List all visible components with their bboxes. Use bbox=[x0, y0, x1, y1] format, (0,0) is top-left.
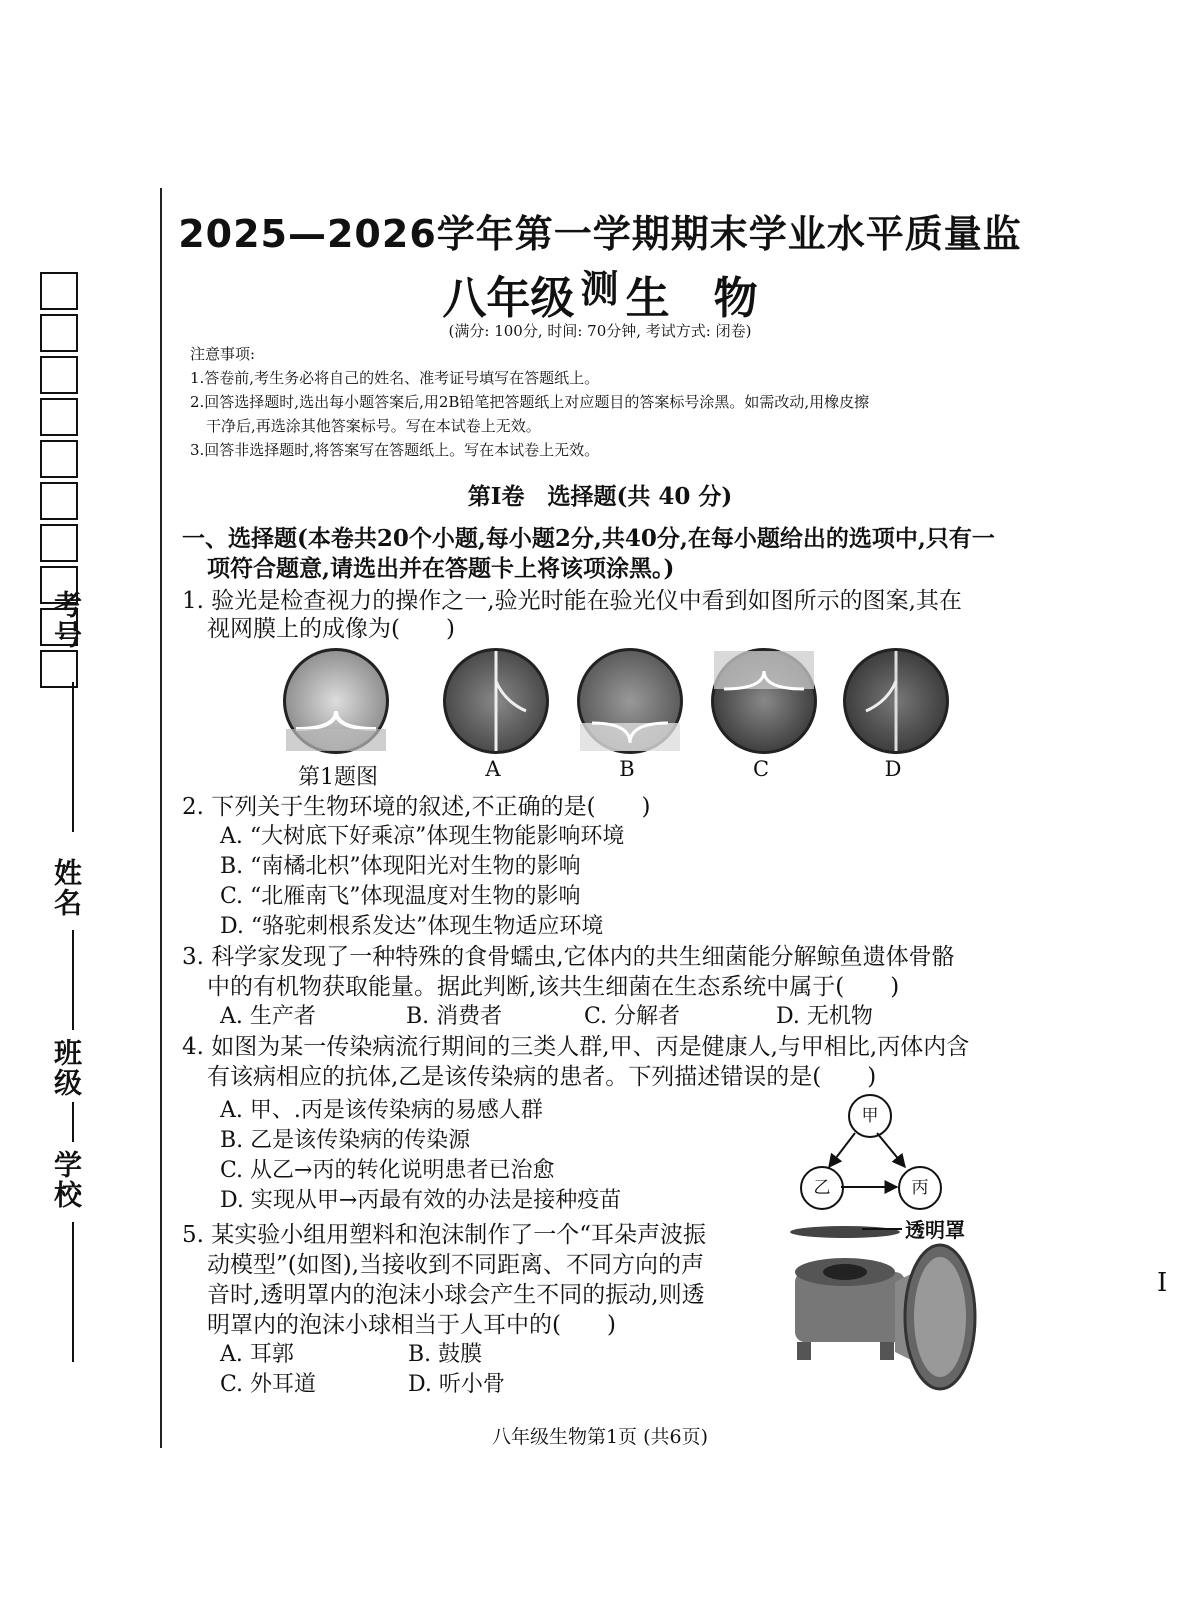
fill-line bbox=[72, 930, 74, 1030]
figure-eye-pattern bbox=[283, 648, 389, 754]
option-a-label[interactable]: A bbox=[485, 757, 501, 781]
grade-label: 八年级 bbox=[442, 273, 575, 324]
question-5-stem: 5. 某实验小组用塑料和泡沫制作了一个“耳朵声波振 bbox=[182, 1222, 707, 1248]
question-1-stem: 视网膜上的成像为( ) bbox=[207, 616, 455, 642]
figure-pointer-line bbox=[862, 1228, 902, 1230]
section-intro: 项符合题意,请选出并在答题卡上将该项涂黑。) bbox=[207, 555, 675, 582]
question-4-option-d[interactable]: D. 实现从甲→丙最有效的办法是接种疫苗 bbox=[220, 1188, 622, 1213]
exam-number-box[interactable] bbox=[40, 314, 78, 352]
figure-caption: 第1题图 bbox=[298, 765, 378, 790]
question-5-stem: 明罩内的泡沫小球相当于人耳中的( ) bbox=[207, 1312, 616, 1338]
question-3-stem: 中的有机物获取能量。据此判断,该共生细菌在生态系统中属于( ) bbox=[207, 974, 900, 1000]
label-class: 班级 bbox=[50, 1038, 83, 1098]
fill-line bbox=[72, 682, 74, 832]
arc-pattern-icon bbox=[286, 651, 386, 751]
option-b-image bbox=[577, 648, 683, 754]
question-2-stem: 2. 下列关于生物环境的叙述,不正确的是( ) bbox=[182, 794, 651, 820]
option-a-image bbox=[443, 648, 549, 754]
question-3-option-a[interactable]: A. 生产者 bbox=[220, 1004, 316, 1029]
subject-label: 生 物 bbox=[625, 273, 758, 324]
label-school: 学校 bbox=[50, 1150, 83, 1210]
label-exam-number: 考号 bbox=[50, 590, 83, 650]
note-item: 2.回答选择题时,选出每小题答案后,用2B铅笔把答题纸上对应题目的答案标号涂黑。如需改动,用橡皮擦 bbox=[190, 393, 870, 411]
arrow-jia-to-yi bbox=[829, 1133, 855, 1167]
exam-info: (满分: 100分, 时间: 70分钟, 考试方式: 闭卷) bbox=[448, 322, 752, 340]
question-3-option-b[interactable]: B. 消费者 bbox=[406, 1004, 503, 1029]
transparent-cover-label: 透明罩 bbox=[905, 1218, 965, 1242]
exam-number-box[interactable] bbox=[40, 356, 78, 394]
option-d-label[interactable]: D bbox=[884, 757, 902, 781]
exam-number-box[interactable] bbox=[40, 440, 78, 478]
notes-heading: 注意事项: bbox=[190, 345, 256, 363]
node-bing: 丙 bbox=[898, 1166, 942, 1210]
option-d-image bbox=[843, 648, 949, 754]
exam-number-box[interactable] bbox=[40, 524, 78, 562]
option-b-label[interactable]: B bbox=[619, 757, 635, 781]
side-mark: I bbox=[1157, 1268, 1168, 1298]
question-1-stem: 1. 验光是检查视力的操作之一,验光时能在验光仪中看到如图所示的图案,其在 bbox=[182, 588, 962, 614]
note-item: 3.回答非选择题时,将答案写在答题纸上。写在本试卷上无效。 bbox=[190, 441, 600, 459]
question-5-option-b[interactable]: B. 鼓膜 bbox=[408, 1342, 483, 1367]
question-3-option-d[interactable]: D. 无机物 bbox=[776, 1004, 873, 1029]
exam-number-box[interactable] bbox=[40, 482, 78, 520]
question-4-stem: 有该病相应的抗体,乙是该传染病的患者。下列描述错误的是( ) bbox=[207, 1064, 877, 1090]
node-jia: 甲 bbox=[848, 1094, 892, 1138]
note-item: 1.答卷前,考生务必将自己的姓名、准考证号填写在答题纸上。 bbox=[190, 369, 600, 387]
question-5-option-c[interactable]: C. 外耳道 bbox=[220, 1372, 317, 1397]
section-intro: 一、选择题(本卷共20个小题,每小题2分,共40分,在每小题给出的选项中,只有一 bbox=[182, 525, 995, 552]
question-4-option-c[interactable]: C. 从乙→丙的转化说明患者已治愈 bbox=[220, 1158, 555, 1183]
node-yi: 乙 bbox=[800, 1166, 844, 1210]
question-2-option-a[interactable]: A. “大树底下好乘凉”体现生物能影响环境 bbox=[220, 824, 625, 849]
arc-pattern-icon bbox=[714, 651, 814, 751]
question-5-option-d[interactable]: D. 听小骨 bbox=[408, 1372, 505, 1397]
question-3-option-c[interactable]: C. 分解者 bbox=[584, 1004, 681, 1029]
question-5-stem: 音时,透明罩内的泡沫小球会产生不同的振动,则透 bbox=[207, 1282, 705, 1308]
fill-line bbox=[72, 1102, 74, 1142]
exam-subject bbox=[160, 262, 1040, 326]
exam-number-box[interactable] bbox=[40, 398, 78, 436]
arc-pattern-icon bbox=[446, 651, 546, 751]
question-2-option-c[interactable]: C. “北雁南飞”体现温度对生物的影响 bbox=[220, 884, 581, 909]
label-name: 姓名 bbox=[50, 858, 83, 918]
exam-title: 2025—2026学年第一学期期末学业水平质量监测 bbox=[178, 212, 1022, 311]
note-item: 干净后,再选涂其他答案标号。写在本试卷上无效。 bbox=[206, 417, 541, 435]
question-5-stem: 动模型”(如图),当接收到不同距离、不同方向的声 bbox=[207, 1252, 705, 1278]
arrow-jia-to-bing bbox=[877, 1133, 905, 1167]
arc-pattern-icon bbox=[846, 651, 946, 751]
question-2-option-d[interactable]: D. “骆驼刺根系发达”体现生物适应环境 bbox=[220, 914, 604, 939]
question-2-option-b[interactable]: B. “南橘北枳”体现阳光对生物的影响 bbox=[220, 854, 581, 879]
fill-line bbox=[72, 1222, 74, 1362]
binding-seal-line bbox=[160, 188, 162, 1448]
section-title: 第Ⅰ卷 选择题(共 40 分) bbox=[467, 483, 733, 510]
question-4-stem: 4. 如图为某一传染病流行期间的三类人群,甲、丙是健康人,与甲相比,丙体内含 bbox=[182, 1034, 970, 1060]
arc-pattern-icon bbox=[580, 651, 680, 751]
option-c-image bbox=[711, 648, 817, 754]
question-3-stem: 3. 科学家发现了一种特殊的食骨蠕虫,它体内的共生细菌能分解鲸鱼遗体骨骼 bbox=[182, 944, 955, 970]
question-5-option-a[interactable]: A. 耳郭 bbox=[220, 1342, 294, 1367]
exam-number-box[interactable] bbox=[40, 272, 78, 310]
question-4-option-b[interactable]: B. 乙是该传染病的传染源 bbox=[220, 1128, 471, 1153]
page-footer: 八年级生物第1页 (共6页) bbox=[491, 1426, 709, 1448]
ear-model-image bbox=[785, 1222, 985, 1394]
option-c-label[interactable]: C bbox=[752, 757, 770, 781]
question-4-option-a[interactable]: A. 甲、.丙是该传染病的易感人群 bbox=[220, 1098, 543, 1123]
notes-section bbox=[190, 342, 1030, 462]
